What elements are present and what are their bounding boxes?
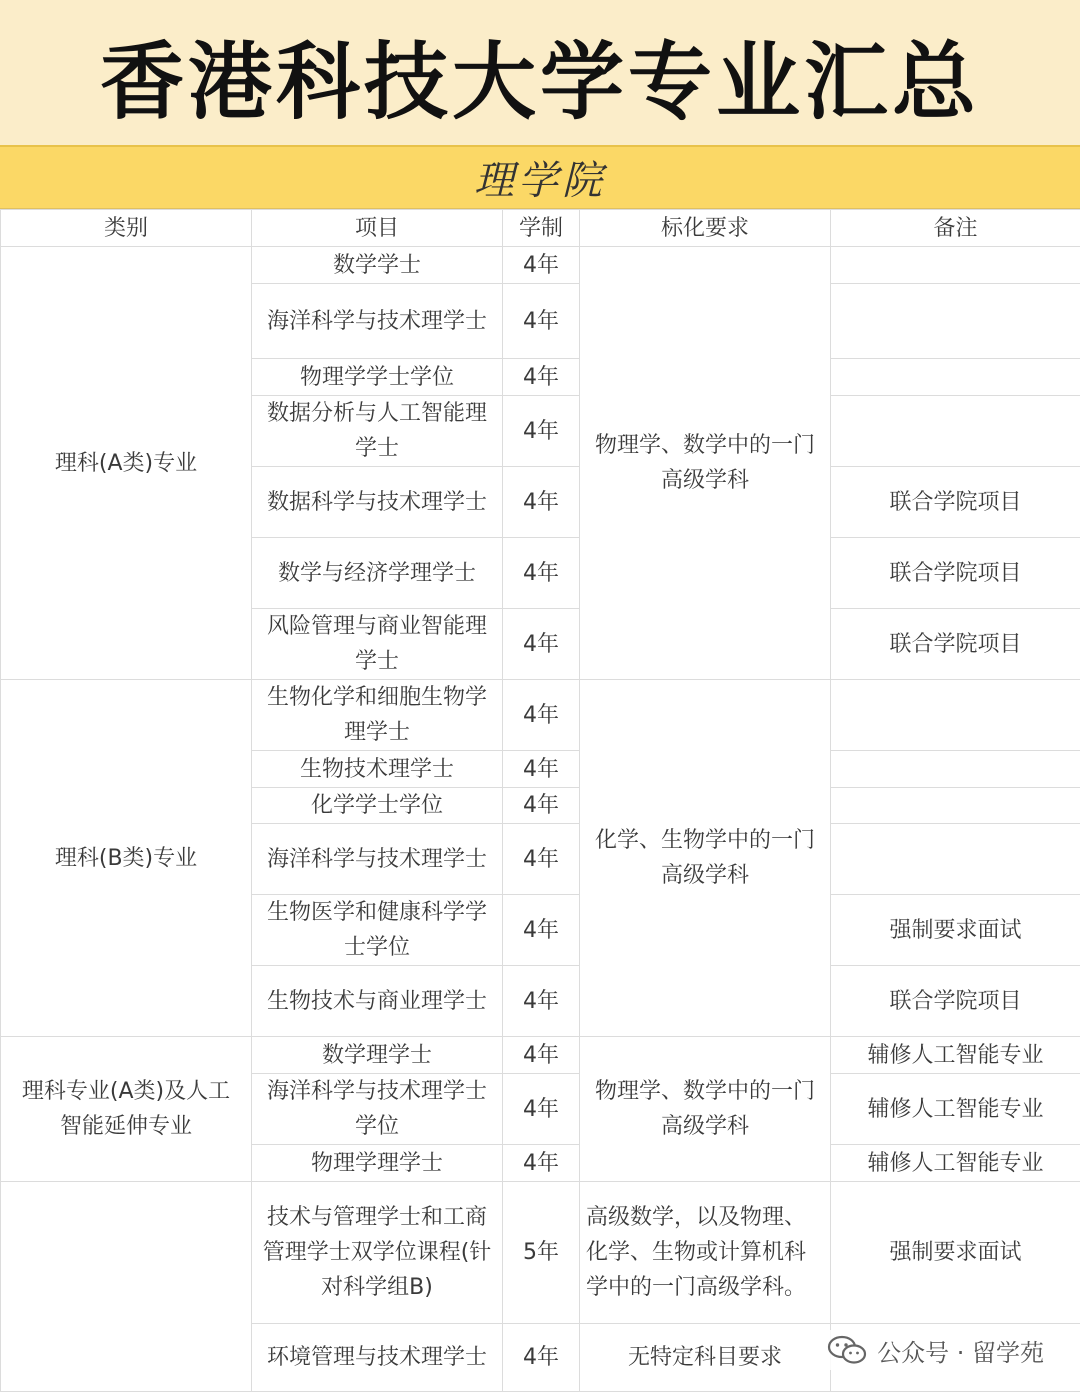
note-cell	[831, 359, 1080, 396]
table-header-row	[1, 210, 1080, 247]
header-years: 学制	[503, 210, 580, 247]
note-cell: 辅修人工智能专业	[831, 1145, 1080, 1182]
program-cell: 海洋科学与技术理学士	[252, 824, 503, 895]
years-cell: 4年	[503, 1145, 580, 1182]
requirement-text: 物理学、数学中的一门高级学科	[586, 428, 824, 498]
requirement-cell	[580, 1182, 831, 1324]
note-cell: 强制要求面试	[831, 1182, 1080, 1324]
years-cell: 4年	[503, 1037, 580, 1074]
table-row	[1, 1037, 1080, 1074]
note-cell	[831, 824, 1080, 895]
program-cell: 数学学士	[252, 247, 503, 284]
note-cell	[831, 396, 1080, 467]
requirement-text: 物理学、数学中的一门高级学科	[586, 1074, 824, 1144]
years-cell: 4年	[503, 680, 580, 751]
watermark-text: 公众号 · 留学苑	[877, 1333, 1044, 1368]
note-cell: 辅修人工智能专业	[831, 1074, 1080, 1145]
years-cell: 4年	[503, 284, 580, 359]
years-cell: 4年	[503, 895, 580, 966]
program-cell: 生物技术与商业理学士	[252, 966, 503, 1037]
category-cell: 理科(B类)专业	[1, 680, 252, 1037]
requirement-text: 无特定科目要求	[586, 1340, 824, 1375]
header-requirement: 标化要求	[580, 210, 831, 247]
years-cell: 4年	[503, 247, 580, 284]
wechat-icon	[827, 1334, 867, 1366]
section-header	[0, 145, 1080, 209]
header-category: 类别	[1, 210, 252, 247]
program-cell: 化学学士学位	[252, 788, 503, 824]
majors-table	[0, 209, 1080, 1392]
title-banner	[0, 0, 1080, 145]
header-program: 项目	[252, 210, 503, 247]
requirement-text: 高级数学，以及物理、化学、生物或计算机科学中的一门高级学科。	[586, 1200, 824, 1305]
requirement-cell	[580, 247, 831, 680]
years-cell: 4年	[503, 467, 580, 538]
note-cell: 联合学院项目	[831, 966, 1080, 1037]
note-cell: 辅修人工智能专业	[831, 1037, 1080, 1074]
years-cell: 4年	[503, 824, 580, 895]
requirement-cell	[580, 1324, 831, 1392]
school-name: 理学院	[474, 149, 606, 206]
years-cell: 4年	[503, 1074, 580, 1145]
program-cell: 数学理学士	[252, 1037, 503, 1074]
requirement-cell	[580, 680, 831, 1037]
program-cell: 物理学学士学位	[252, 359, 503, 396]
program-cell: 海洋科学与技术理学士学位	[252, 1074, 503, 1145]
note-cell	[831, 751, 1080, 788]
note-cell: 联合学院项目	[831, 609, 1080, 680]
program-cell: 技术与管理学士和工商管理学士双学位课程(针对科学组B)	[252, 1182, 503, 1324]
program-cell: 生物技术理学士	[252, 751, 503, 788]
years-cell: 4年	[503, 609, 580, 680]
program-cell: 生物化学和细胞生物学理学士	[252, 680, 503, 751]
table-row	[1, 680, 1080, 751]
years-cell: 4年	[503, 538, 580, 609]
program-cell: 数据分析与人工智能理学士	[252, 396, 503, 467]
page-title: 香港科技大学专业汇总	[100, 9, 980, 136]
years-cell: 4年	[503, 1324, 580, 1392]
watermark	[821, 1330, 1050, 1370]
category-cell: 理科(A类)专业	[1, 247, 252, 680]
note-cell	[831, 247, 1080, 284]
table-row	[1, 1182, 1080, 1324]
years-cell: 4年	[503, 966, 580, 1037]
years-cell: 4年	[503, 396, 580, 467]
note-cell: 联合学院项目	[831, 467, 1080, 538]
program-cell: 物理学理学士	[252, 1145, 503, 1182]
category-cell: 理科专业(A类)及人工智能延伸专业	[1, 1037, 252, 1182]
program-cell: 生物医学和健康科学学士学位	[252, 895, 503, 966]
years-cell: 4年	[503, 359, 580, 396]
note-cell: 联合学院项目	[831, 538, 1080, 609]
requirement-text: 化学、生物学中的一门高级学科	[586, 823, 824, 893]
program-cell: 数据科学与技术理学士	[252, 467, 503, 538]
header-notes: 备注	[831, 210, 1080, 247]
program-cell: 海洋科学与技术理学士	[252, 284, 503, 359]
years-cell: 5年	[503, 1182, 580, 1324]
years-cell: 4年	[503, 751, 580, 788]
note-cell	[831, 788, 1080, 824]
years-cell: 4年	[503, 788, 580, 824]
note-cell	[831, 680, 1080, 751]
program-cell: 风险管理与商业智能理学士	[252, 609, 503, 680]
note-cell	[831, 284, 1080, 359]
category-cell	[1, 1182, 252, 1392]
requirement-cell	[580, 1037, 831, 1182]
note-cell: 强制要求面试	[831, 895, 1080, 966]
table-row	[1, 247, 1080, 284]
program-cell: 数学与经济学理学士	[252, 538, 503, 609]
program-cell: 环境管理与技术理学士	[252, 1324, 503, 1392]
